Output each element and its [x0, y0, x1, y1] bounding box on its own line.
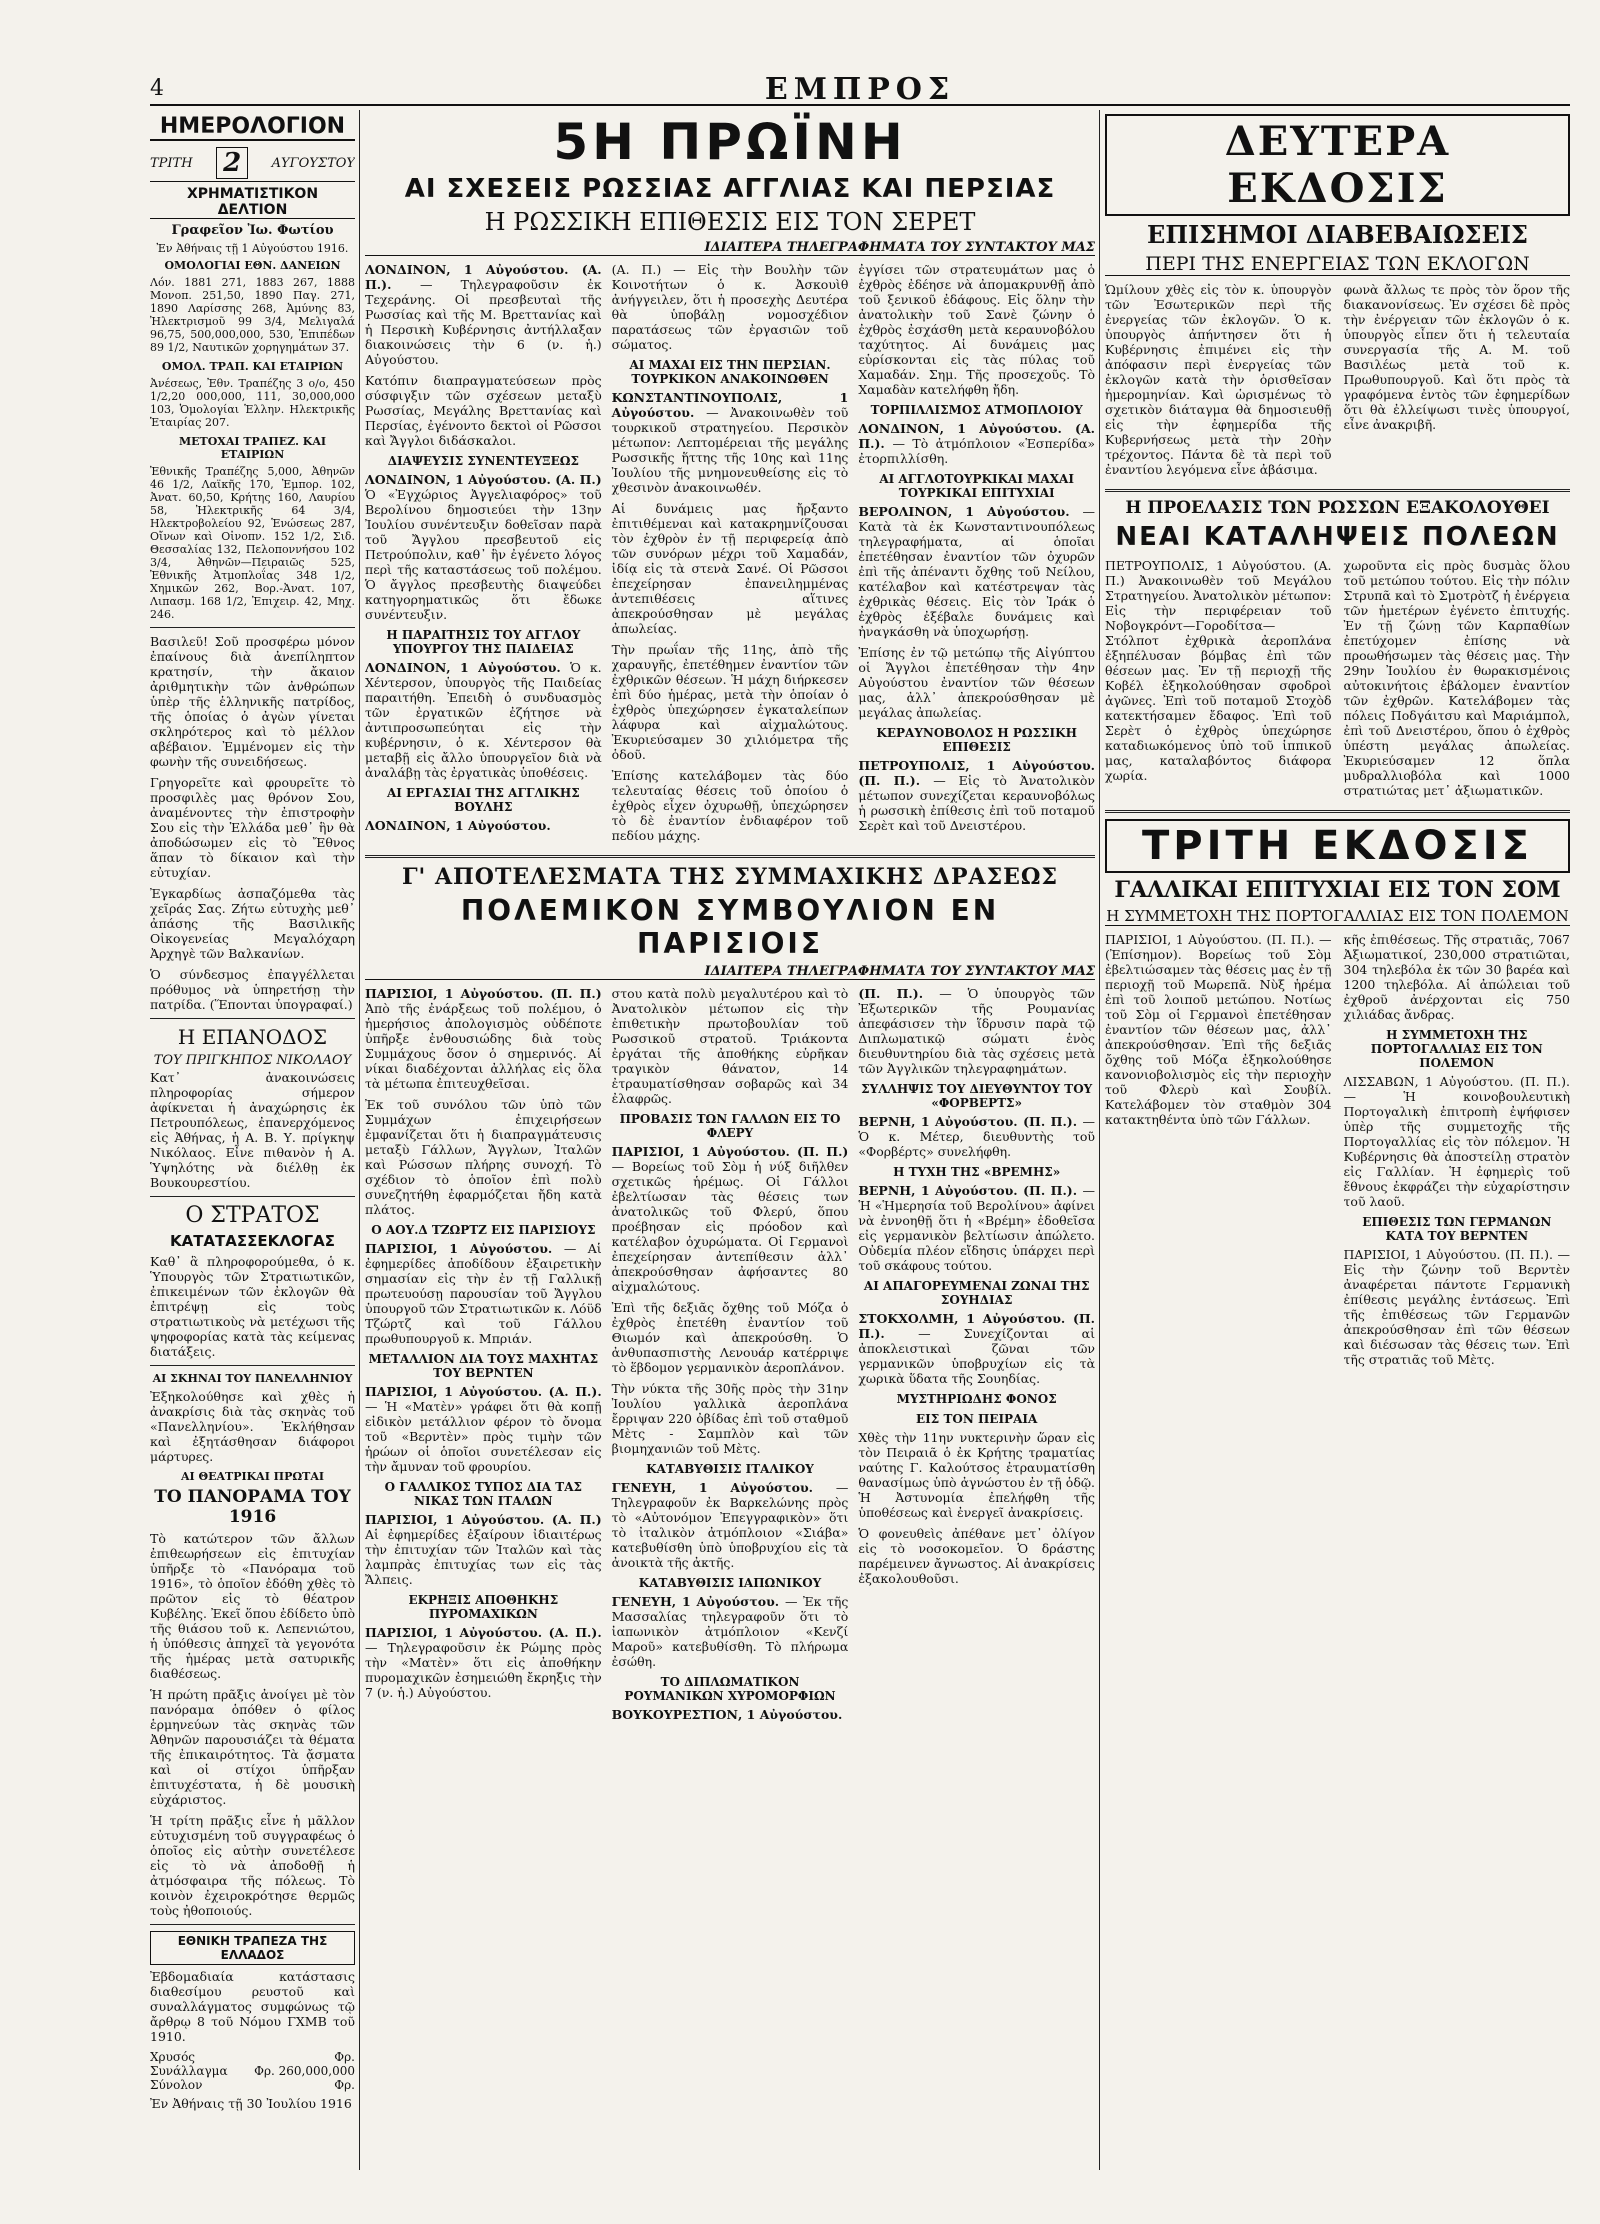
- intro-text: Βασιλεῦ! Σοῦ προσφέρω μόνον ἐπαίνους διὰ ἀνεπίληπτον κρατησίν, τὴν ἄκαιον ἀριθμητικὴν τῶν ἀνθρώπων ὑπὲρ τῆς ἑλληνικῆς πατρίδος, τῆς ὁποίας ὁ ἀγὼν γίνεται σκληρότερος καὶ τὸ μέλλον αβέβαιον. Ἐμμένομεν εἰς τὴν φωνὴν τῆς συνειδήσεως.: [150, 634, 355, 769]
- article-paragraph: ΠΑΡΙΣΙΟΙ, 1 Αὐγούστου. (Π. Π.) — Βορείως τοῦ Σὸμ ἡ νύξ διῆλθεν σχετικῶς ἡρέμως. Οἱ Γάλλοι ἐβελτίωσαν τὰς θέσεις των ἀνατολικῶς τοῦ Φλερύ, ὅπου προέβησαν εἰς πρόοδον καὶ κατέλαβον ὀχυρώματα. Οἱ Γερμανοὶ ἐπεχείρησαν ἀντεπίθεσιν ἀλλ᾽ ἀπεκρούσθησαν ἀφήσαντες 80 αἰχμαλώτους.: [611, 1144, 849, 1294]
- article-paragraph: Αἱ δυνάμεις μας ἤρξαντο ἐπιτιθέμεναι καὶ κατακρημνίζουσαι τὸν ἐχθρὸν ἐν τῇ περιφερείᾳ ἀπὸ τῶν συνόρων μέχρι τοῦ Χαμαδάν, ἰδίᾳ εἰς τὰ στενὰ Σανέ. Οἱ Ρῶσσοι ἐπεχείρησαν ἐπανειλημμένας ἀντεπιθέσεις αἵτινες ἀπεκρούσθησαν μὲ μεγάλας ἀπωλείας.: [611, 501, 849, 636]
- elections-headline: ΠΕΡΙ ΤΗΣ ΕΝΕΡΓΕΙΑΣ ΤΩΝ ΕΚΛΟΓΩΝ: [1105, 253, 1570, 276]
- article-heading: ΜΕΤΑΛΛΙΟΝ ΔΙΑ ΤΟΥΣ ΜΑΧΗΤΑΣ ΤΟΥ ΒΕΡΝΤΕΝ: [368, 1352, 599, 1380]
- article-paragraph: Χθὲς τὴν 11ην νυκτερινὴν ὥραν εἰς τὸν Πειραιᾶ ὁ ἐκ Κρήτης τραματίας ναύτης Γ. Καλούτσος ἐτραυματίσθη θανασίμως ὑπὸ ἀγνώστου ἐν τῇ ὁδῷ. Ἡ Ἀστυνομία ἐπελήφθη τῆς ὑποθέσεως καὶ ἐνεργεῖ ἀνακρίσεις.: [858, 1430, 1095, 1520]
- return-title: Η ΕΠΑΝΟΔΟΣ: [177, 1025, 328, 1049]
- article-paragraph: [612, 1707, 849, 1722]
- article-heading: Η ΠΑΡΑΙΤΗΣΙΣ ΤΟΥ ΑΓΓΛΟΥ ΥΠΟΥΡΓΟΥ ΤΗΣ ΠΑΙΔΕΙΑΣ: [386, 628, 581, 656]
- article-paragraph: ΠΑΡΙΣΙΟΙ, 1 Αὐγούστου. (Π. Π.) Ἀπὸ τῆς ἐνάρξεως τοῦ πολέμου, ὁ ἡμερήσιος ἀπολογισμὸς οὐδέποτε ὑπῆρξε ἐνθουσιώδης διὰ τοὺς Συμμάχους ὅσον ὁ σημερινός. Αἱ νίκαι διαδέχονται ἀλλήλας εἰς ὅλα τὰ μέτωπα ἐπιτευχθεῖσαι.: [365, 986, 602, 1091]
- dateline: (Π. Π.).: [858, 986, 940, 1001]
- article-heading: ΑΙ ΑΓΓΛΟΤΟΥΡΚΙΚΑΙ ΜΑΧΑΙ ΤΟΥΡΚΙΚΑΙ ΕΠΙΤΥΧΙΑΙ: [879, 472, 1074, 500]
- bank-text: Ἐβδομαδιαία κατάστασις διαθεσίμου ρευστοῦ καὶ συναλλάγματος συμφώνως τῷ ἄρθρῳ 8 τοῦ Νόμου ΓΧΜΒ τοῦ 1910.: [150, 1969, 355, 2044]
- theater-heading-2: ΑΙ ΘΕΑΤΡΙΚΑΙ ΠΡΩΤΑΙ: [181, 1470, 324, 1483]
- panorama-text-3: Ἡ τρίτη πρᾶξις εἶνε ἡ μᾶλλον εὐτυχισμένη τοῦ συγγραφέως ὁ ὁποῖος εἰς αὐτὴν συνετέλεσε εἰς τὸ νὰ ἀποδοθῇ ἡ ἀτμόσφαιρα τῆς πόλεως. Τὸ κοινὸν ἐχειροκρότησε θερμῶς τοὺς ἠθοποιούς.: [150, 1813, 355, 1918]
- dateline: ΣΤΟΚΧΟΛΜΗ, 1 Αὐγούστου. (Π. Π.).: [858, 1311, 1095, 1341]
- dateline: ΚΩΝΣΤΑΝΤΙΝΟΥΠΟΛΙΣ, 1 Αὐγούστου.: [611, 390, 849, 420]
- dateline: ΠΕΤΡΟΥΠΟΛΙΣ, 1 Αὐγούστου. (Π. Π.).: [858, 758, 1095, 788]
- article-paragraph: στου κατὰ πολὺ μεγαλυτέρου καὶ τὸ Ἀνατολικὸν μέτωπον εἰς τὴν ἐπιθετικὴν πρωτοβουλίαν τοῦ Ρωσσικοῦ στρατοῦ. Τριάκοντα ἐργάται τῆς ἀποθήκης εὑρῆκαν τραγικὸν θάνατον, 14 ἐτραυματίσθησαν σοβαρῶς καὶ 34 ἐλαφρῶς.: [611, 986, 849, 1106]
- headline-seret: Η ΡΩΣΣΙΚΗ ΕΠΙΘΕΣΙΣ ΕΙΣ ΤΟΝ ΣΕΡΕΤ: [484, 208, 976, 236]
- article-paragraph: ΒΕΡΝΗ, 1 Αὐγούστου. (Π. Π.). — Ἡ «Ἡμερησία τοῦ Βερολίνου» ἀφίνει νὰ ἐννοηθῇ ὅτι ἡ «Βρέμη» ἐδοθεῖσα εἰς γερμανικὸν βελτίωσιν ἀπώλετο. Οὐδεμία πλέον εἴδησις ὑπάρχει περὶ τοῦ σκάφους τούτου.: [858, 1183, 1095, 1273]
- dateline: ΒΕΡΝΗ, 1 Αὐγούστου. (Π. Π.).: [858, 1183, 1083, 1198]
- page-number: 4: [150, 76, 164, 101]
- article-heading: ΚΕΡΑΥΝΟΒΟΛΟΣ Η ΡΩΣΣΙΚΗ ΕΠΙΘΕΣΙΣ: [876, 726, 1077, 754]
- article-paragraph: ΓΕΝΕΥΗ, 1 Αὐγούστου. — Τηλεγραφοῦν ἐκ Βαρκελώνης πρὸς τὸ «Αὐτονόμον Ἐπεγγραφικὸν» ὅτι τὸ ἰταλικὸν ἀτμόπλοιον «Σιάβα» κατεβυθίσθη ὑπὸ ὑποβρυχίου εἰς τὰ ἀνοικτὰ τῆς ἀκτῆς.: [611, 1480, 849, 1570]
- dateline: ΠΑΡΙΣΙΟΙ, 1 Αὐγούστου. (Α. Π.).: [365, 1384, 602, 1399]
- captures-columns: [1105, 558, 1570, 804]
- telegram-columns: [365, 262, 1095, 849]
- article-heading: ΑΙ ΑΠΑΓΟΡΕΥΜΕΝΑΙ ΖΩΝΑΙ ΤΗΣ ΣΟΥΗΔΙΑΣ: [863, 1279, 1090, 1307]
- article-paragraph: Ἐκ τοῦ συνόλου τῶν ὑπὸ τῶν Συμμάχων ἐπιχειρήσεων ἐμφανίζεται ὅτι ἡ διαπραγμάτευσις μεταξὺ Γάλλων, Ἄγγλων, Ἰταλῶν καὶ Ρώσσων πλήρης συνοχή. Τὸ σχέδιον τὸ ὁποῖον ἐπὶ πολὺ συνεζητήθη ἐφαρμόζεται ἤδη κατὰ πλάτος.: [365, 1097, 602, 1217]
- army-title: Ο ΣΤΡΑΤΟΣ: [185, 1203, 320, 1228]
- new-captures-title: ΝΕΑΙ ΚΑΤΑΛΗΨΕΙΣ ΠΟΛΕΩΝ: [1115, 522, 1560, 552]
- article-heading: ΤΟ ΔΙΠΛΩΜΑΤΙΚΟΝ ΡΟΥΜΑΝΙΚΩΝ ΧΥΡΟΜΟΡΦΙΩΝ: [624, 1675, 836, 1703]
- intro-text-2: Γρηγορεῖτε καὶ φρουρεῖτε τὸ προσφιλὲς μας θρόνον Σου, ἀναμένοντες τὴν ἐπιστροφὴν Σου εἰς τὴν Ἑλλάδα μεθ᾽ ἣν θὰ ἀποδώσωμεν εἰς τὸ Ἔθνος ἅπαν τὸ δίκαιον καὶ τὴν εὐτυχίαν.: [150, 775, 355, 880]
- article-column: [612, 986, 849, 1728]
- article-paragraph: ΠΑΡΙΣΙΟΙ, 1 Αὐγούστου. (Α. Π.). — Ἡ «Ματὲν» γράφει ὅτι θὰ κοπῇ εἰδικὸν μετάλλιον φέρον τὸ ὄνομα τοῦ «Βερντὲν» πρὸς τιμὴν τῶν ἡρώων οἱ ὁποῖοι συνετέλεσαν εἰς τὴν ἄμυναν τοῦ φρουρίου.: [365, 1384, 602, 1474]
- article-paragraph: Ὁ φονευθεὶς ἀπέθανε μετ᾽ ὀλίγον εἰς τὸ νοσοκομεῖον. Ὁ δράστης παρέμεινεν ἄγνωστος. Αἱ ἀνακρίσεις ἐξακολουθοῦσι.: [858, 1526, 1095, 1586]
- portugal-headline: Η ΣΥΜΜΕΤΟΧΗ ΤΗΣ ΠΟΡΤΟΓΑΛΛΙΑΣ ΕΙΣ ΤΟΝ ΠΟΛΕΜΟΝ: [1106, 907, 1569, 925]
- dateline: ΛΟΝΔΙΝΟΝ, 1 Αὐγούστου. (Α. Π.): [365, 472, 602, 487]
- calendar-title: ΗΜΕΡΟΛΟΓΙΟΝ: [150, 114, 355, 141]
- elections-text-2: φωνὰ ἄλλως τε πρὸς τὸν ὅρον τῆς διακανονίσεως. Ἐν σχέσει δὲ πρὸς τὴν ἐνέργειαν τῶν ἐκλογῶν ὁ κ. ὑπουργὸς εἶπεν ὅτι ἡ τελευταία συνεργασία τῆς Α. Μ. τοῦ Βασιλέως μετὰ τοῦ κ. Πρωθυπουργοῦ. Καὶ ὅτι πρὸς τὰ γραφόμενα ἐντὸς τῶν ἐφημερίδων ὅτι θὰ ἐλλείψωσι τινὲς ὑπουργοί, εἶνε ἀνακριβῆ.: [1343, 282, 1570, 432]
- edition-title: 5Η ΠΡΩΪΝΗ: [553, 113, 907, 171]
- dateline: ΓΕΝΕΥΗ, 1 Αὐγούστου.: [611, 1594, 785, 1609]
- dateline: ΛΟΝΔΙΝΟΝ, 1 Αὐγούστου.: [365, 660, 571, 675]
- article-heading: Ο ΑΟΥ.Δ ΤΖΩΡΤΖ ΕΙΣ ΠΑΡΙΣΙΟΥΣ: [371, 1223, 596, 1237]
- article-column: [858, 986, 1095, 1728]
- dateline: ΠΑΡΙΣΙΟΙ, 1 Αὐγούστου. (Α. Π.).: [365, 1625, 602, 1640]
- article-heading: ΜΥΣΤΗΡΙΩΔΗΣ ΦΟΝΟΣ: [896, 1392, 1057, 1406]
- masthead: [150, 72, 1570, 106]
- dateline: ΛΟΝΔΙΝΟΝ, 1 Αὐγούστου. (Α. Π.).: [365, 262, 602, 292]
- panorama-text-2: Ἡ πρώτη πρᾶξις ἀνοίγει μὲ τὸν πανόραμα ὁπόθεν ὁ φίλος ἑρμηνεύων τὰς σκηνὰς τῶν Ἀθηνῶν παρουσιάζει τὰ θέματα τῆς ἐπικαιρότητος. Τὰ ᾄσματα καὶ οἱ στίχοι ὑπῆρξαν ἐπιτυχέστατα, ἡ δὲ μουσικὴ εὐχάριστος.: [150, 1687, 355, 1807]
- bank-date: Ἐν Ἀθήναις τῇ 30 Ἰουλίου 1916: [150, 2096, 352, 2111]
- bank-row: Συνάλλαγμα Φρ. 260,000,000: [150, 2064, 355, 2078]
- article-paragraph: ΓΕΝΕΥΗ, 1 Αὐγούστου. — Ἐκ τῆς Μασσαλίας τηλεγραφοῦν ὅτι τὸ ἰαπωνικὸν ἀτμόπλοιον «Κενζί Μαροῦ» κατεβυθίσθη. Τὸ πλήρωμα ἐσώθη.: [611, 1594, 849, 1669]
- verdun-text: ΠΑΡΙΣΙΟΙ, 1 Αὐγούστου. (Π. Π.). — Εἰς τὴν ζώνην τοῦ Βερντὲν ἀναφέρεται πάντοτε Γερμανικὴ ἐπίθεσις μεγάλης ἐντάσεως. Ἐπὶ τῆς ἐπιθέσεως τῶν Γερμανῶν ἀπεκρούσθησαν ἐπὶ τῶν θέσεων καὶ διέσωσαν τὰς θέσεις των. Ἐπὶ τῆς στρατιᾶς τοῦ Μὲτς.: [1343, 1247, 1570, 1367]
- market-title: ΧΡΗΜΑΤΙΣΤΙΚΟΝ ΔΕΛΤΙΟΝ: [150, 186, 355, 219]
- article-paragraph: ΒΕΡΝΗ, 1 Αὐγούστου. (Π. Π.). — Ὁ κ. Μέτερ, διευθυντὴς τοῦ «Φορβέρτς» συνελήφθη.: [858, 1114, 1095, 1159]
- article-paragraph: ΛΟΝΔΙΝΟΝ, 1 Αὐγούστου. (Α. Π.) Ὁ «Ἐγχώριος Ἀγγελιαφόρος» τοῦ Βερολίνου δημοσιεύει τὴν 13ην Ἰουλίου συνέντευξιν δοθεῖσαν παρὰ τοῦ Ἄγγλου πρεσβευτοῦ εἰς Πετρούπολιν, καθ᾽ ἣν ἐγένετο λόγος περὶ τῆς καταστάσεως τοῦ πολέμου. Ὁ ἄγγλος πρεσβευτὴς διαψεύδει κατηγορηματικῶς ὅτι ἔδωκε συνέντευξιν.: [365, 472, 602, 622]
- calendar-month: ΑΥΓΟΥΣΤΟΥ: [271, 155, 355, 171]
- bank-title: ΕΘΝΙΚΗ ΤΡΑΠΕΖΑ ΤΗΣ ΕΛΛΑΔΟΣ: [150, 1931, 355, 1965]
- dateline: ΠΑΡΙΣΙΟΙ, 1 Αὐγούστου. (Α. Π.): [365, 1512, 602, 1527]
- column-divider: [359, 110, 360, 2170]
- article-paragraph: (Α. Π.) — Εἰς τὴν Βουλὴν τῶν Κοινοτήτων ὁ κ. Ἀσκουὶθ ἀνήγγειλεν, ὅτι ἡ προσεχὴς Δευτέρα θὰ ὑποβάλῃ νομοσχέδιον παρατάσεως τῶν ἐργασιῶν τοῦ σώματος.: [611, 262, 849, 352]
- kicker-telegrams: ΙΔΙΑΙΤΕΡΑ ΤΗΛΕΓΡΑΦΗΜΑΤΑ ΤΟΥ ΣΥΝΤΑΚΤΟΥ ΜΑΣ: [365, 240, 1095, 256]
- council-title: ΠΟΛΕΜΙΚΟΝ ΣΥΜΒΟΥΛΙΟΝ ΕΝ ΠΑΡΙΣΙΟΙΣ: [460, 894, 1000, 960]
- somme-columns: [1105, 932, 1570, 1373]
- official-headline: ΕΠΙΣΗΜΟΙ ΔΙΑΒΕΒΑΙΩΣΕΙΣ: [1147, 220, 1528, 249]
- somme-text-2: κῆς ἐπιθέσεως. Τῆς στρατιᾶς, 7067 Ἀξιωματικοί, 230,000 στρατιῶται, 304 τηλεβόλα ἐκ τῶν 30 βαρέα καὶ 1200 τηλεβόλα. Αἱ ἀπώλειαι τοῦ ἐχθροῦ ἀνέρχονται εἰς 750 χιλιάδας ἄνδρας.: [1343, 932, 1570, 1022]
- article-heading: ΑΙ ΜΑΧΑΙ ΕΙΣ ΤΗΝ ΠΕΡΣΙΑΝ. ΤΟΥΡΚΙΚΟΝ ΑΝΑΚΟΙΝΩΘΕΝ: [629, 358, 831, 386]
- article-paragraph: Ἐπὶ τῆς δεξιᾶς ὄχθης τοῦ Μόζα ὁ ἐχθρὸς ἐπετέθη ἐναντίον τοῦ Θιωμόν καὶ ἀπεκρούσθη. Ὁ ἀνθυπασπιστὴς Λενουάρ κατέρριψε τὸ ἕβδομον γερμανικὸν ἀεροπλάνον.: [611, 1300, 849, 1375]
- results-title: Γ' ΑΠΟΤΕΛΕΣΜΑΤΑ ΤΗΣ ΣΥΜΜΑΧΙΚΗΣ ΔΡΑΣΕΩΣ: [401, 864, 1059, 890]
- article-heading: ΔΙΑΨΕΥΣΙΣ ΣΥΝΕΝΤΕΥΞΕΩΣ: [387, 454, 579, 468]
- portugal-text: ΛΙΣΣΑΒΩΝ, 1 Αὐγούστου. (Π. Π.). — Ἡ κοινοβουλευτικὴ Πορτογαλικὴ ἐπιτροπὴ ἐψήφισεν ὑπὲρ τῆς συμμετοχῆς τῆς Πορτογαλλίας εἰς τὸν πόλεμον. Ἡ Κυβέρνησις θὰ ἀποστείλῃ στρατὸν εἰς Γαλλίαν. Ἡ ἐφημερὶς τοῦ ἔθνους ἐκφράζει τὴν εὐχαρίστησιν τοῦ λαοῦ.: [1343, 1074, 1570, 1209]
- article-paragraph: ΛΟΝΔΙΝΟΝ, 1 Αὐγούστου. (Α. Π.). — Τὸ ἀτμόπλοιον «Ἑσπερίδα» ἐτορπιλλίσθη.: [858, 421, 1095, 466]
- article-heading: Η ΤΥΧΗ ΤΗΣ «ΒΡΕΜΗΣ»: [893, 1165, 1061, 1179]
- dateline: ΛΟΝΔΙΝΟΝ, 1 Αὐγούστου. (Α. Π.).: [858, 421, 1095, 451]
- article-column: [858, 262, 1095, 849]
- article-heading: ΠΡΟΒΑΣΙΣ ΤΩΝ ΓΑΛΛΩΝ ΕΙΣ ΤΟ ΦΛΕΡΥ: [619, 1112, 841, 1140]
- army-subtitle: ΚΑΤΑΤΑΣΣΕΚΛΟΓΑΣ: [169, 1232, 336, 1250]
- article-paragraph: ΛΟΝΔΙΝΟΝ, 1 Αὐγούστου. (Α. Π.). — Τηλεγραφοῦσιν ἐκ Τεχεράνης. Οἱ πρεσβευταὶ τῆς Ρωσσίας καὶ τῆς Μ. Βρεττανίας καὶ ἡ Περσικὴ Κυβέρνησις ἀντήλλαξαν διακοινώσεις τὴν 6 (ν. ἡ.) Αὐγούστου.: [365, 262, 602, 367]
- article-column: [365, 262, 602, 849]
- theater-text: Ἐξηκολούθησε καὶ χθὲς ἡ ἀνακρίσις διὰ τὰς σκηνὰς τοῦ «Πανελληνίου». Ἐκλήθησαν καὶ ἐξητάσθησαν διάφοροι μάρτυρες.: [150, 1389, 355, 1464]
- article-heading: ΕΙΣ ΤΟΝ ΠΕΙΡΑΙΑ: [916, 1412, 1038, 1426]
- headline-relations: ΑΙ ΣΧΕΣΕΙΣ ΡΩΣΣΙΑΣ ΑΓΓΛΙΑΣ ΚΑΙ ΠΕΡΣΙΑΣ: [404, 174, 1056, 204]
- article-paragraph: ΠΕΤΡΟΥΠΟΛΙΣ, 1 Αὐγούστου. (Π. Π.). — Εἰς τὸ Ἀνατολικὸν μέτωπον συνεχίζεται κεραυνοβόλως ἡ ρωσσικὴ ἐπίθεσις ἐπὶ τοῦ ποταμοῦ Σερὲτ καὶ τοῦ Δνειστέρου.: [858, 758, 1095, 833]
- russian-advance-heading: Η ΠΡΟΕΛΑΣΙΣ ΤΩΝ ΡΩΣΣΩΝ ΕΞΑΚΟΛΟΥΘΕΙ: [1125, 498, 1550, 518]
- article-heading: ΤΟΡΠΙΛΛΙΣΜΟΣ ΑΤΜΟΠΛΟΙΟΥ: [870, 403, 1083, 417]
- article-column: [612, 262, 849, 849]
- somme-text: ΠΑΡΙΣΙΟΙ, 1 Αὐγούστου. (Π. Π.). — (Ἐπίσημον). Βορείως τοῦ Σὸμ ἐβελτιώσαμεν τὰς θέσεις μας ἐν τῇ περιοχῇ τοῦ Μωρεπᾶ. Νὺξ ἡρέμα ἐπὶ τοῦ λοιποῦ μετώπου. Νοτίως τοῦ Σὸμ οἱ Γερμανοὶ ἐπετέθησαν ἐναντίον τῶν θέσεων μας, ἀλλ᾽ ἀπεκρούσθησαν. Ἐπὶ τῆς δεξιᾶς ὄχθης τοῦ Μόζα ἐξηκολούθησε κανονιοβολισμὸς εἰς τὴν περιοχὴν τοῦ Φλερὺ καὶ Σουβίλ. Κατελάβομεν τὸν σταθμὸν 304 κατακτηθέντα ὑπὸ τῶν Γάλλων.: [1105, 932, 1332, 1127]
- verdun-heading: ΕΠΙΘΕΣΙΣ ΤΩΝ ΓΕΡΜΑΝΩΝ ΚΑΤΑ ΤΟΥ ΒΕΡΝΤΕΝ: [1362, 1215, 1552, 1243]
- article-paragraph: ΠΑΡΙΣΙΟΙ, 1 Αὐγούστου. (Α. Π.). — Τηλεγραφοῦσιν ἐκ Ρώμης πρὸς τὴν «Ματὲν» ὅτι εἰς ἀποθήκην πυρομαχικῶν ἐσημειώθη ἔκρηξις τὴν 7 (ν. ἡ.) Αὐγούστου.: [365, 1625, 602, 1700]
- loans-heading: ΟΜΟΛΟΓΙΑΙ ΕΘΝ. ΔΑΝΕΙΩΝ: [164, 259, 341, 272]
- article-paragraph: ΠΑΡΙΣΙΟΙ, 1 Αὐγούστου. (Α. Π.) Αἱ ἐφημερίδες ἐξαίρουν ἰδιαιτέρως τὴν ἐπιτυχίαν τῶν Ἰταλῶν καὶ τὰς λαμπρὰς ἐπιτυχίας των εἰς τὰς Ἄλπεις.: [365, 1512, 602, 1587]
- theater-heading: ΑΙ ΣΚΗΝΑΙ ΤΟΥ ΠΑΝΕΛΛΗΝΙΟΥ: [152, 1372, 353, 1385]
- return-text: Κατ᾽ ἀνακοινώσεις πληροφορίας σήμερον ἀφίκνεται ἡ ἀναχώρησις ἐκ Πετρουπόλεως, ἐπανερχόμενος εἰς Ἀθήνας, ἡ Α. Β. Υ. πρίγκηψ Νικόλαος. Εἶνε πιθανὸν ἡ Α. Ὑψηλότης νὰ διέλθῃ ἐκ Βουκουρεστίου.: [150, 1070, 355, 1190]
- dateline: ΛΟΝΔΙΝΟΝ, 1 Αὐγούστου.: [365, 818, 551, 833]
- article-paragraph: Τὴν πρωΐαν τῆς 11ης, ἀπὸ τῆς χαραυγῆς, ἐπετέθημεν ἐναντίον τῶν ἐχθρικῶν θέσεων. Ἡ μάχη διήρκεσεν ἐπὶ δύο ἡμέρας, μετὰ τὴν ὁποίαν ὁ ἐχθρὸς ὑπεχώρησεν ἐγκαταλείπων λάφυρα καὶ αἰχμαλώτους. Ἐκυριεύσαμεν 30 χιλιόμετρα τῆς ὁδοῦ.: [611, 642, 849, 762]
- third-edition-title: ΤΡΙΤΗ ΕΚΔΟΣΙΣ: [1105, 819, 1570, 873]
- bank-row: Χρυσός Φρ.: [150, 2050, 355, 2064]
- article-paragraph: Τὴν νύκτα τῆς 30ῆς πρὸς τὴν 31ην Ἰουλίου γαλλικὰ ἀεροπλάνα ἔρριψαν 220 ὀβίδας ἐπὶ τοῦ σταθμοῦ Μὲτς - Σαμπλὸν καὶ τῶν βιομηχανιῶν τοῦ Μὲτς.: [611, 1381, 849, 1456]
- article-heading: ΣΥΛΛΗΨΙΣ ΤΟΥ ΔΙΕΥΘΥΝΤΟΥ ΤΟΥ «ΦΟΡΒΕΡΤΣ»: [861, 1082, 1093, 1110]
- second-edition-title: ΔΕΥΤΕΡΑ ΕΚΔΟΣΙΣ: [1105, 114, 1570, 216]
- council-columns: [365, 986, 1095, 1728]
- article-heading: ΚΑΤΑΒΥΘΙΣΙΣ ΙΤΑΛΙΚΟΥ: [646, 1462, 814, 1476]
- captures-text-2: χωροῦντα εἰς πρὸς δυσμὰς ὅλου τοῦ μετώπου τούτου. Εἰς τὴν πόλιν Στρυπᾶ καὶ τὸ Σμοτρὸτζ ἡ ἐνέργεια τῶν ἡμετέρων ἐγένετο ἐπιτυχής. Ἐν τῇ ζώνῃ τῶν Καρπαθίων ἐπετύχομεν ἐπίσης νὰ προωθήσωμεν τὰς θέσεις μας. Τὴν 29ην Ἰουλίου ἐν θωρακισμένοις αὐτοκινήτοις ἐβάλομεν ἐναντίον τῶν ἐχθρῶν. Κατελάβομεν τὰς πόλεις Ποδγάιτσυ καὶ Μαριάμπολ, ἐπὶ τοῦ Δνειστέρου, ὅπου ὁ ἐχθρὸς ὑπέστη μεγάλας ἀπωλείας. Ἐκυριεύσαμεν 12 ὅπλα μυδραλλιοβόλα καὶ 1000 στρατιώτας μετ᾽ ἀξιωματικῶν.: [1343, 558, 1570, 798]
- banks-heading: ΟΜΟΛ. ΤΡΑΠ. ΚΑΙ ΕΤΑΙΡΙΩΝ: [161, 360, 344, 373]
- article-column: [365, 986, 602, 1728]
- article-paragraph: ΚΩΝΣΤΑΝΤΙΝΟΥΠΟΛΙΣ, 1 Αὐγούστου. — Ἀνακοινωθὲν τοῦ τουρκικοῦ στρατηγείου. Περσικὸν μέτωπον: Λεπτομέρειαι τῆς μεγάλης Ρωσσικῆς ἥττης τῆς 10ης καὶ 11ης Ἰουλίου τῆς μνημονευθείσης εἰς τὸ χθεσινὸν ἀνακοινωθέν.: [611, 390, 849, 495]
- center-section: [365, 110, 1095, 1728]
- intro-text-4: Ὁ σύνδεσμος ἐπαγγέλλεται πρόθυμος νὰ ὑπηρετήσῃ τὴν πατρίδα. (Ἕπονται ὑπογραφαί.): [150, 967, 355, 1012]
- dateline: ΠΑΡΙΣΙΟΙ, 1 Αὐγούστου. (Π. Π.): [611, 1144, 849, 1159]
- article-paragraph: ἐγγίσει τῶν στρατευμάτων μας ὁ ἐχθρὸς ἐδέησε νὰ ἀπομακρυνθῇ ἀπὸ τοῦ ξενικοῦ ἐδάφους. Εἰς ὅλην τὴν ἀνατολικὴν τοῦ Σανὲ ζώνην ὁ ἐχθρὸς ἐσχάσθη μετὰ κεραυνοβόλου ταχύτητος. Αἱ δυνάμεις μας εὑρίσκονται εἰς τὰς πύλας τοῦ Χαμαδάν. Σημ. Τῆς προσεχοῦς. Τὸ Χαμαδὰν κατελήφθη ἤδη.: [858, 262, 1095, 397]
- market-date: Ἐν Ἀθήναις τῇ 1 Αὐγούστου 1916.: [156, 242, 349, 255]
- article-heading: Ο ΓΑΛΛΙΚΟΣ ΤΥΠΟΣ ΔΙΑ ΤΑΣ ΝΙΚΑΣ ΤΩΝ ΙΤΑΛΩΝ: [384, 1480, 582, 1508]
- elections-text: Ὡμίλουν χθὲς εἰς τὸν κ. ὑπουργὸν τῶν Ἐσωτερικῶν περὶ τῆς ἐνεργείας τῶν ἐκλογῶν. Ὁ κ. ὑπουργὸς ἀπήντησεν ὅτι ἡ Κυβέρνησις ἐπιμένει εἰς τὴν ἀπόφασιν περὶ ἐνεργείας τῶν ἐκλογῶν κατὰ τὴν ὁρισθεῖσαν ἡμερομηνίαν. Καὶ ὡρισμένως τὸ σχετικὸν διάταγμα θὰ δημοσιευθῇ εἰς τὴν ἐφημερίδα τῆς Κυβερνήσεως μετὰ τὴν 20ὴν τρέχοντος. Πάντα δὲ τὰ περὶ τοῦ ἐναντίου λεγόμενα εἶνε ἀβάσιμα.: [1105, 282, 1332, 477]
- dateline: ΠΑΡΙΣΙΟΙ, 1 Αὐγούστου.: [365, 1241, 564, 1256]
- captures-text: ΠΕΤΡΟΥΠΟΛΙΣ, 1 Αὐγούστου. (Α. Π.) Ἀνακοινωθὲν τοῦ Μεγάλου Στρατηγείου. Ἀνατολικὸν μέτωπον: Εἰς τὴν περιφέρειαν τοῦ Νοβογκρόντ—Γοροδίτσα— Στόλποτ ἐχθρικὰ ἀεροπλάνα ἐξηπέλυσαν βόμβας ἐπὶ τῶν θέσεων μας. Ἐν τῇ περιοχῇ τῆς Κοβέλ ἐξηκολούθησαν σφοδροὶ ἀγῶνες. Ἐπὶ τοῦ ποταμοῦ Στοχὸδ κατεκτήσαμεν ἔδαφος. Ἐπὶ τοῦ Σερὲτ ὁ ἐχθρὸς ὑπεχώρησε καταδιωκόμενος ὑπὸ τοῦ ἱππικοῦ μας, καταλαβόντος διάφορα χωρία.: [1105, 558, 1332, 783]
- shares-text: Ἐθνικῆς Τραπέζης 5,000, Ἀθηνῶν 46 1/2, Λαϊκῆς 170, Ἐμπορ. 102, Ἀνατ. 60,50, Κρήτης 160, Λαυρίου 58, Ἠλεκτρικῆς 64 3/4, Ηλεκτροβολείου 92, Ἑνώσεως 287, Οἴνων καὶ Οἰνοπν. 152 1/2, Σιδ. Θεσσαλίας 132, Πελοποννήσου 102 3/4, Ἀθηνῶν—Πειραιῶς 525, Ἐθνικῆς Ἀτμοπλοΐας 348 1/2, Χημικῶν 262, Βορ.-Ἀνατ. 107, Λιπασμ. 168 1/2, Ἐπιχειρ. 42, Μηχ. 246.: [150, 465, 355, 621]
- article-paragraph: ΒΕΡΟΛΙΝΟΝ, 1 Αὐγούστου. — Κατὰ τὰ ἐκ Κωνσταντινουπόλεως τηλεγραφήματα, αἱ ὁποῖαι ἐπετέθησαν ἐναντίον τῶν ὀχυρῶν ἐπὶ τῆς ἀπέναντι ὄχθης τοῦ Νείλου, κατέλαβον καὶ κατέστρεψαν τὰς ἐχθρικὰς θέσεις. Εἰς τὸν Ἰράκ ὁ ἐχθρὸς ἐξέβαλε δυνάμεις καὶ ἠναγκάσθη νὰ ὑποχωρήσῃ.: [858, 504, 1095, 639]
- dateline: ΠΑΡΙΣΙΟΙ, 1 Αὐγούστου. (Π. Π.): [365, 986, 602, 1001]
- bank-row: Σύνολον Φρ.: [150, 2078, 355, 2092]
- calendar-date-row: [150, 145, 355, 182]
- elections-columns: [1105, 282, 1570, 483]
- panorama-title: ΤΟ ΠΑΝΟΡΑΜΑ ΤΟΥ 1916: [154, 1487, 351, 1527]
- article-paragraph: Ἐπίσης κατελάβομεν τὰς δύο τελευταίας θέσεις τοῦ ὁποίου ὁ ἐχθρὸς εἶχεν ὀχυρωθῇ, ὑπεχώρησεν τὸ δὲ ἐναντίον ἐνδιαφέρον τοῦ πεδίου μάχης.: [611, 768, 849, 843]
- article-paragraph: ΠΑΡΙΣΙΟΙ, 1 Αὐγούστου. — Αἱ ἐφημερίδες ἀποδίδουν ἐξαιρετικὴν σημασίαν εἰς τὴν ἐν τῇ Γαλλικῇ πρωτευούσῃ παρουσίαν τοῦ Ἄγγλου ὑπουργοῦ τῶν Στρατιωτικῶν κ. Λόϋδ Τζώρτζ καὶ τοῦ Γάλλου πρωθυπουργοῦ κ. Μπριάν.: [365, 1241, 602, 1346]
- dateline: ΓΕΝΕΥΗ, 1 Αὐγούστου.: [611, 1480, 836, 1495]
- portugal-heading: Η ΣΥΜΜΕΤΟΧΗ ΤΗΣ ΠΟΡΤΟΓΑΛΛΙΑΣ ΕΙΣ ΤΟΝ ΠΟΛΕΜΟΝ: [1370, 1028, 1543, 1070]
- right-section: [1105, 110, 1570, 1373]
- panorama-text: Τὸ κατώτερον τῶν ἄλλων ἐπιθεωρήσεων εἰς ἐπιτυχίαν ὑπῆρξε τὸ «Πανόραμα τοῦ 1916», τὸ ὁποῖον ἐδόθη χθὲς τὸ πρῶτον εἰς τὸ θέατρον Κυβέλης. Ἐκεῖ ὅπου ἐδίδετο ὑπὸ τῆς θιάσου τοῦ κ. Λεπενιώτου, ἡ ὑπόθεσις ἀπηχεῖ τὰ γεγονότα τῆς ἡμέρας μετὰ σατυρικῆς διαθέσεως.: [150, 1531, 355, 1681]
- return-subtitle: ΤΟΥ ΠΡΙΓΚΗΠΟΣ ΝΙΚΟΛΑΟΥ: [153, 1053, 352, 1068]
- dateline: ΒΕΡΟΛΙΝΟΝ, 1 Αὐγούστου.: [858, 504, 1083, 519]
- article-heading: ΚΑΤΑΒΥΘΙΣΙΣ ΙΑΠΩΝΙΚΟΥ: [638, 1576, 822, 1590]
- intro-text-3: Ἐγκαρδίως ἀσπαζόμεθα τὰς χεῖράς Σας. Ζήτω εὐτυχὴς μεθ᾽ ἀπάσης τῆς Βασιλικῆς Οἰκογενείας Μεγαλόχαρη Ἀρχηγὲ τῶν Βαλκανίων.: [150, 886, 355, 961]
- calendar-date-number: 2: [216, 147, 248, 179]
- article-heading: ΕΚΡΗΞΙΣ ΑΠΟΘΗΚΗΣ ΠΥΡΟΜΑΧΙΚΩΝ: [408, 1593, 559, 1621]
- article-paragraph: ΛΟΝΔΙΝΟΝ, 1 Αὐγούστου. Ὁ κ. Χέντερσον, ὑπουργὸς τῆς Παιδείας παραιτήθη. Ἐπειδὴ ὁ συνδυασμὸς τῶν ἐργατικῶν ἐζήτησε νὰ ἀντιπροσωπεύηται εἰς τὴν κυβέρνησιν, ὁ κ. Χέντερσον θὰ μεταβῇ εἰς ἄλλο ὑπουργεῖον διὰ νὰ ἀναλάβῃ τὰς ἐργατικὰς ὑποθέσεις.: [365, 660, 602, 780]
- kicker-telegrams-2: ΙΔΙΑΙΤΕΡΑ ΤΗΛΕΓΡΑΦΗΜΑΤΑ ΤΟΥ ΣΥΝΤΑΚΤΟΥ ΜΑΣ: [365, 964, 1095, 980]
- newspaper-name: ΕΜΠΡΟΣ: [764, 72, 956, 107]
- bank-table: [150, 2050, 355, 2092]
- article-paragraph: ΣΤΟΚΧΟΛΜΗ, 1 Αὐγούστου. (Π. Π.). — Συνεχίζονται αἱ ἀποκλειστικαὶ ζῶναι τῶν γερμανικῶν ὑποβρυχίων εἰς τὰ χωρικὰ ὕδατα τῆς Σουηδίας.: [858, 1311, 1095, 1386]
- loans-text: Λόν. 1881 271, 1883 267, 1888 Μονοπ. 251,50, 1890 Παγ. 271, 1890 Λαρίσσης 268, Ἀμύνης 83, Ἠλεκτρισμοῦ 99 3/4, Μελιγαλά 96,75, 500,000,000, 530, Ἐπιπέδων 89 1/2, Ναυτικῶν χορηγημάτων 37.: [150, 276, 355, 354]
- shares-heading: ΜΕΤΟΧΑΙ ΤΡΑΠΕΖ. ΚΑΙ ΕΤΑΙΡΙΩΝ: [178, 435, 327, 461]
- article-heading: ΑΙ ΕΡΓΑΣΙΑΙ ΤΗΣ ΑΓΓΛΙΚΗΣ ΒΟΥΛΗΣ: [386, 786, 580, 814]
- article-paragraph: Ἐπίσης ἐν τῷ μετώπῳ τῆς Αἰγύπτου οἱ Ἄγγλοι ἐπετέθησαν τὴν 4ην Αὐγούστου ἐναντίον τῶν θέσεων μας, ἀλλ᾽ ἀπεκρούσθησαν μὲ μεγάλας ἀπωλείας.: [858, 645, 1095, 720]
- column-divider: [1099, 110, 1100, 2170]
- article-paragraph: Κατόπιν διαπραγματεύσεων πρὸς σύσφιγξιν τῶν σχέσεων μεταξὺ Ρωσσίας, Μεγάλης Βρεττανίας καὶ Περσίας, ἐγένοντο δεκτοὶ οἱ Ρῶσσοι καὶ Ἄγγλοι διδάσκαλοι.: [365, 373, 602, 448]
- article-paragraph: [365, 818, 602, 833]
- calendar-day: ΤΡΙΤΗ: [150, 155, 193, 171]
- somme-headline: ΓΑΛΛΙΚΑΙ ΕΠΙΤΥΧΙΑΙ ΕΙΣ ΤΟΝ ΣΟΜ: [1114, 877, 1561, 903]
- market-subtitle: Γραφεῖον Ἰω. Φωτίου: [171, 223, 334, 238]
- calendar-column: [150, 110, 355, 2117]
- army-text: Καθ᾽ ἃ πληροφορούμεθα, ὁ κ. Ὑπουργὸς τῶν Στρατιωτικῶν, ἐπικειμένων τῶν ἐκλογῶν θὰ ἐπιτρέψῃ εἰς τοὺς στρατιωτικοὺς νὰ μετέχωσι τῆς ψηφοφορίας κατὰ τὰς κείμενας διατάξεις.: [150, 1254, 355, 1359]
- article-paragraph: (Π. Π.). — Ὁ ὑπουργὸς τῶν Ἐξωτερικῶν τῆς Ρουμανίας ἀπεφάσισεν τὴν ἵδρυσιν παρὰ τῷ Διπλωματικῷ σώματι ἑνὸς διευθυντηρίου διὰ τὰς σχέσεις μετὰ τῶν Ἀγγλικῶν τηλεγραφημάτων.: [858, 986, 1095, 1076]
- dateline: ΒΟΥΚΟΥΡΕΣΤΙΟΝ, 1 Αὐγούστου.: [611, 1707, 843, 1722]
- banks-text: Ἀνέσεως, Ἐθν. Τραπέζης 3 ο/ο, 450 1/2,20 000,000, 111, 30,000,000 103, Ὁμολογίαι Ἑλλην. Ηλεκτρικῆς Ἑταιρίας 207.: [150, 377, 355, 429]
- dateline: ΒΕΡΝΗ, 1 Αὐγούστου. (Π. Π.).: [858, 1114, 1083, 1129]
